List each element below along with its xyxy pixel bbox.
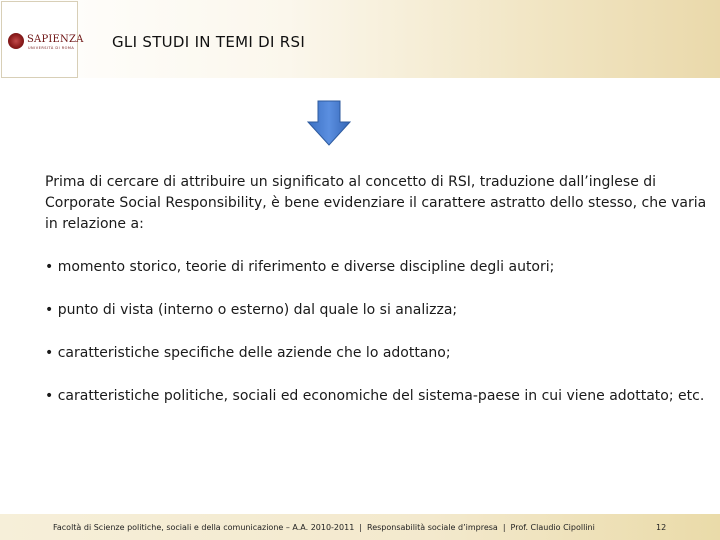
footer-separator: | <box>359 523 362 532</box>
bullet-item: • punto di vista (interno o esterno) dal quale lo si analizza; <box>45 302 458 318</box>
footer-text <box>53 523 595 532</box>
bullet-item: • caratteristiche specifiche delle aziende che lo adottano; <box>45 345 451 361</box>
slide-body <box>45 172 710 429</box>
seal-icon <box>8 33 24 49</box>
down-arrow-icon <box>307 100 351 146</box>
page-number: 12 <box>656 523 667 532</box>
footer-professor: Prof. Claudio Cipollini <box>510 523 595 532</box>
logo-subtitle: UNIVERSITÀ DI ROMA <box>28 46 75 50</box>
bullet-item: • momento storico, teorie di riferimento e diverse discipline degli autori; <box>45 259 555 275</box>
footer-course: Responsabilità sociale d’impresa <box>367 523 498 532</box>
intro-paragraph: Prima di cercare di attribuire un significato al concetto di RSI, traduzione dall’inglese di Corporate Social Responsibility, è bene evidenziare il carattere astratto dello stesso, che varia in relazione a: <box>45 174 707 232</box>
slide-header <box>0 0 720 78</box>
footer-separator: | <box>502 523 506 532</box>
university-logo <box>1 1 84 78</box>
logo-name: SAPIENZA <box>27 34 84 45</box>
bullet-item: • caratteristiche politiche, sociali ed economiche del sistema-paese in cui viene adottato; etc. <box>45 388 705 404</box>
slide-title: GLI STUDI IN TEMI DI RSI <box>112 33 306 51</box>
footer-faculty: Facoltà di Scienze politiche, sociali e della comunicazione – A.A. 2010-2011 <box>53 523 355 532</box>
